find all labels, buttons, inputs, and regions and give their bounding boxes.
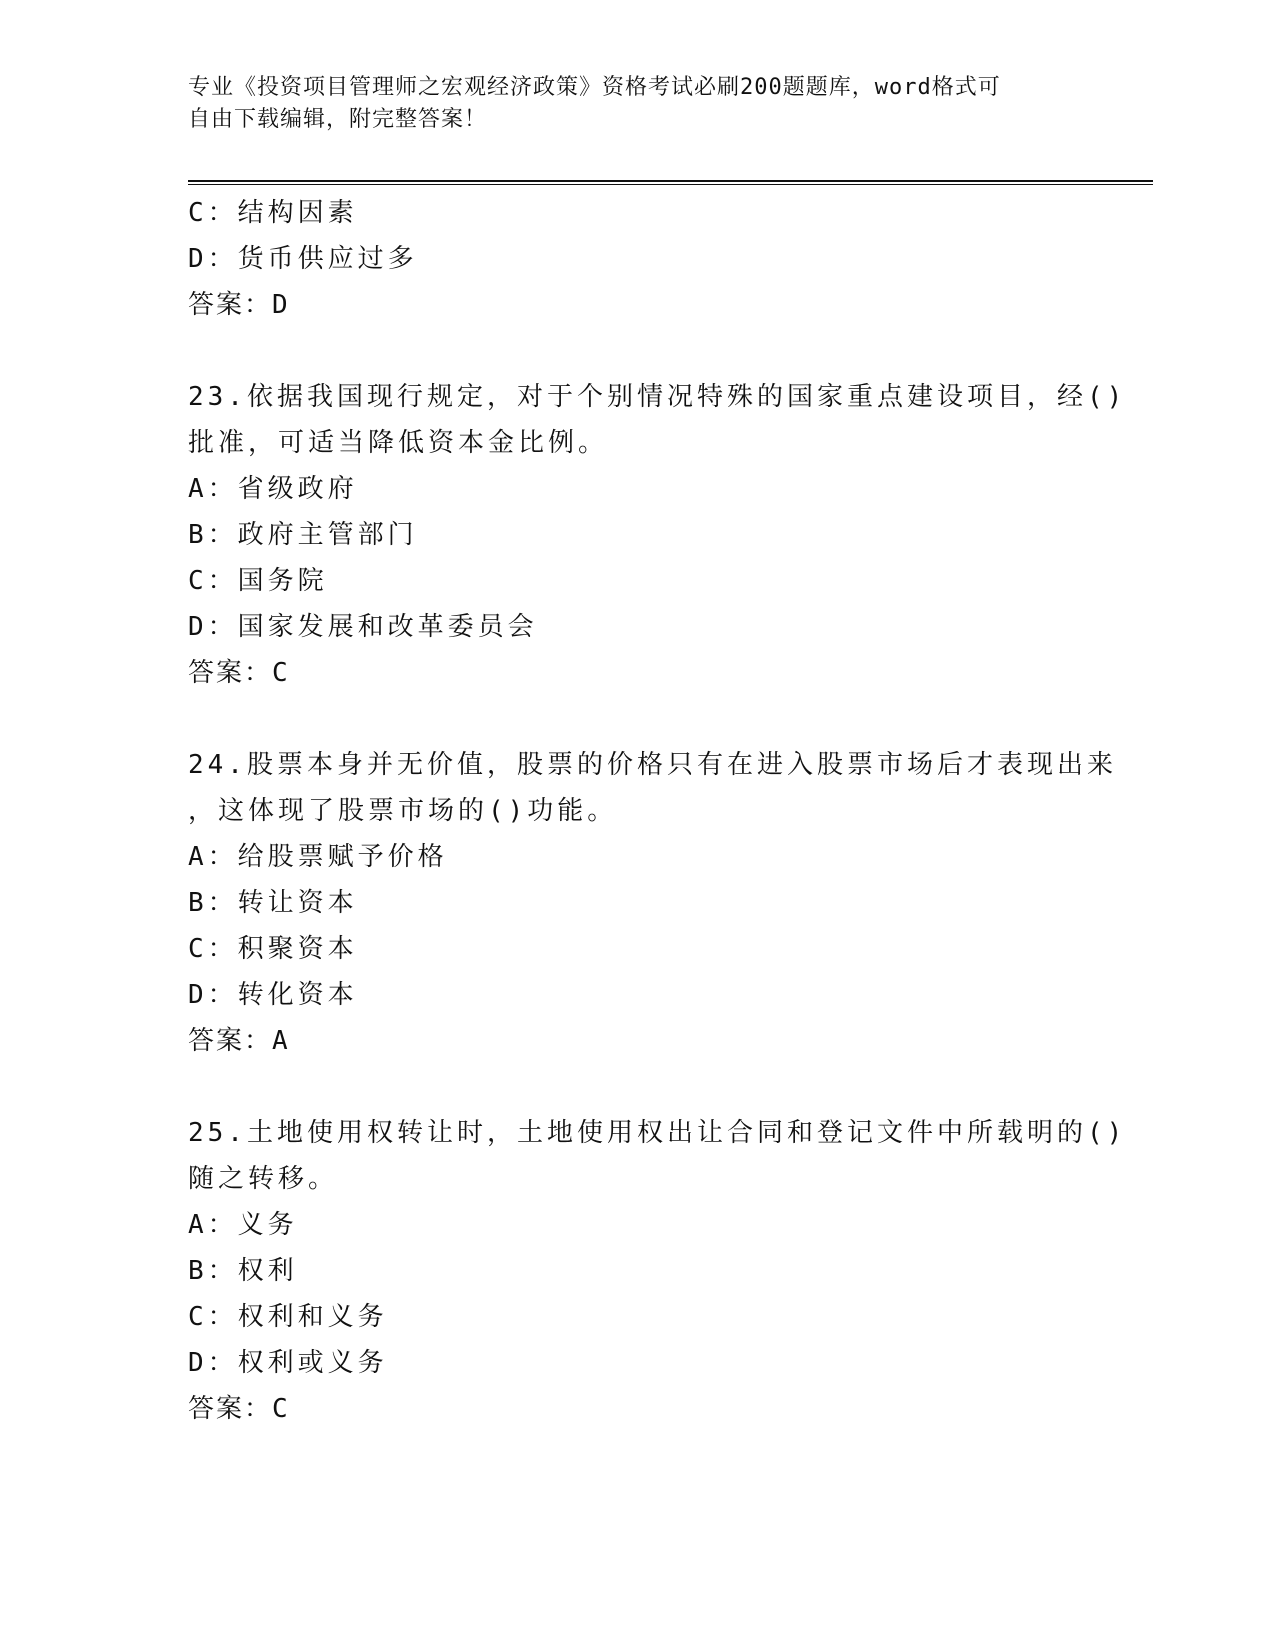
- question-text-line: 24.股票本身并无价值，股票的价格只有在进入股票市场后才表现出来: [188, 750, 1117, 780]
- question-text-line: 随之转移。: [188, 1164, 339, 1194]
- question-text-line: 批准，可适当降低资本金比例。: [188, 428, 609, 458]
- spacer: [188, 328, 1088, 374]
- option-c: C：国务院: [188, 566, 328, 596]
- answer-value: A: [272, 1026, 290, 1056]
- option-b: B：转让资本: [188, 888, 358, 918]
- previous-question-tail: [188, 190, 1088, 328]
- option-a: A：省级政府: [188, 474, 358, 504]
- document-header: [188, 72, 1068, 136]
- option-b: B：权利: [188, 1256, 298, 1286]
- answer-label: 答案：: [188, 1026, 273, 1056]
- option-c: C：权利和义务: [188, 1302, 388, 1332]
- question-list: [188, 190, 1127, 1432]
- question-25: [188, 1110, 1127, 1432]
- option-d: D：货币供应过多: [188, 244, 418, 274]
- question-text-line: 25.土地使用权转让时，土地使用权出让合同和登记文件中所载明的(): [188, 1118, 1127, 1148]
- option-a: A：义务: [188, 1210, 298, 1240]
- question-text-line: 23.依据我国现行规定，对于个别情况特殊的国家重点建设项目，经(): [188, 382, 1127, 412]
- answer-value: C: [272, 1394, 290, 1424]
- option-a: A：给股票赋予价格: [188, 842, 448, 872]
- spacer: [188, 696, 1088, 742]
- option-c: C：结构因素: [188, 198, 358, 228]
- option-d: D：权利或义务: [188, 1348, 388, 1378]
- header-line-2: 自由下载编辑，附完整答案！: [188, 107, 488, 132]
- answer-line: [188, 282, 1088, 328]
- answer-line: [188, 1018, 1088, 1064]
- question-23: [188, 374, 1127, 696]
- answer-line: [188, 650, 1088, 696]
- header-divider: [188, 180, 1153, 185]
- answer-label: 答案：: [188, 1394, 273, 1424]
- answer-label: 答案：: [188, 290, 273, 320]
- answer-line: [188, 1386, 1088, 1432]
- option-c: C：积聚资本: [188, 934, 358, 964]
- header-line-1: 专业《投资项目管理师之宏观经济政策》资格考试必刷200题题库，word格式可: [188, 75, 1001, 100]
- option-d: D：转化资本: [188, 980, 358, 1010]
- spacer: [188, 1064, 1088, 1110]
- option-d: D：国家发展和改革委员会: [188, 612, 538, 642]
- option-b: B：政府主管部门: [188, 520, 418, 550]
- question-text-line: ，这体现了股票市场的()功能。: [188, 796, 618, 826]
- answer-value: C: [272, 658, 290, 688]
- answer-label: 答案：: [188, 658, 273, 688]
- answer-value: D: [272, 290, 290, 320]
- question-24: [188, 742, 1117, 1064]
